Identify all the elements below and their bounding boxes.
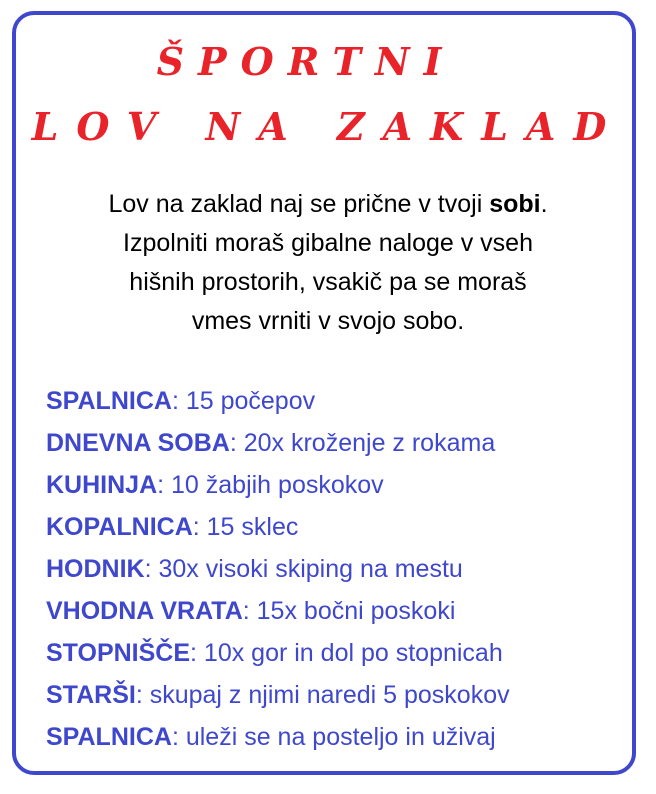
task-item <box>46 633 510 675</box>
task-text: : 10 žabjih poskokov <box>157 471 384 499</box>
task-text: : uleži se na posteljo in uživaj <box>171 723 496 751</box>
task-list <box>46 381 510 759</box>
task-item <box>46 549 510 591</box>
task-room: HODNIK <box>46 555 145 583</box>
task-room: STOPNIŠČE <box>46 639 191 667</box>
intro-line-2: Izpolniti moraš gibalne naloge v vseh <box>123 229 533 257</box>
task-text: : 15 sklec <box>192 513 299 541</box>
task-item <box>46 591 510 633</box>
task-text: : 15 počepov <box>171 387 316 415</box>
task-item <box>46 717 510 759</box>
task-text: : 30x visoki skiping na mestu <box>144 555 463 583</box>
task-room: VHODNA VRATA <box>46 597 243 625</box>
title-line-1: ŠPORTNI <box>156 39 456 84</box>
task-room: DNEVNA SOBA <box>46 429 230 457</box>
task-item <box>46 507 510 549</box>
intro-bold-word: sobi <box>489 190 541 218</box>
task-room: KOPALNICA <box>46 513 193 541</box>
task-item <box>46 465 510 507</box>
intro-text <box>20 185 636 341</box>
task-text: : 15x bočni poskoki <box>242 597 456 625</box>
intro-line-4: vmes vrniti v svojo sobo. <box>191 307 465 335</box>
task-item <box>46 381 510 423</box>
task-item <box>46 675 510 717</box>
intro-line-1: Lov na zaklad naj se prične v tvoji sobi. <box>108 190 548 218</box>
task-text: : skupaj z njimi naredi 5 poskokov <box>135 681 510 709</box>
task-item <box>46 423 510 465</box>
task-room: SPALNICA <box>46 387 172 415</box>
intro-line-3: hišnih prostorih, vsakič pa se moraš <box>129 268 527 296</box>
task-room: SPALNICA <box>46 723 172 751</box>
task-room: STARŠI <box>46 681 136 709</box>
task-text: : 10x gor in dol po stopnicah <box>190 639 503 667</box>
task-room: KUHINJA <box>46 471 158 499</box>
title-line-2: LOV NA ZAKLAD <box>31 104 625 149</box>
task-text: : 20x kroženje z rokama <box>229 429 496 457</box>
